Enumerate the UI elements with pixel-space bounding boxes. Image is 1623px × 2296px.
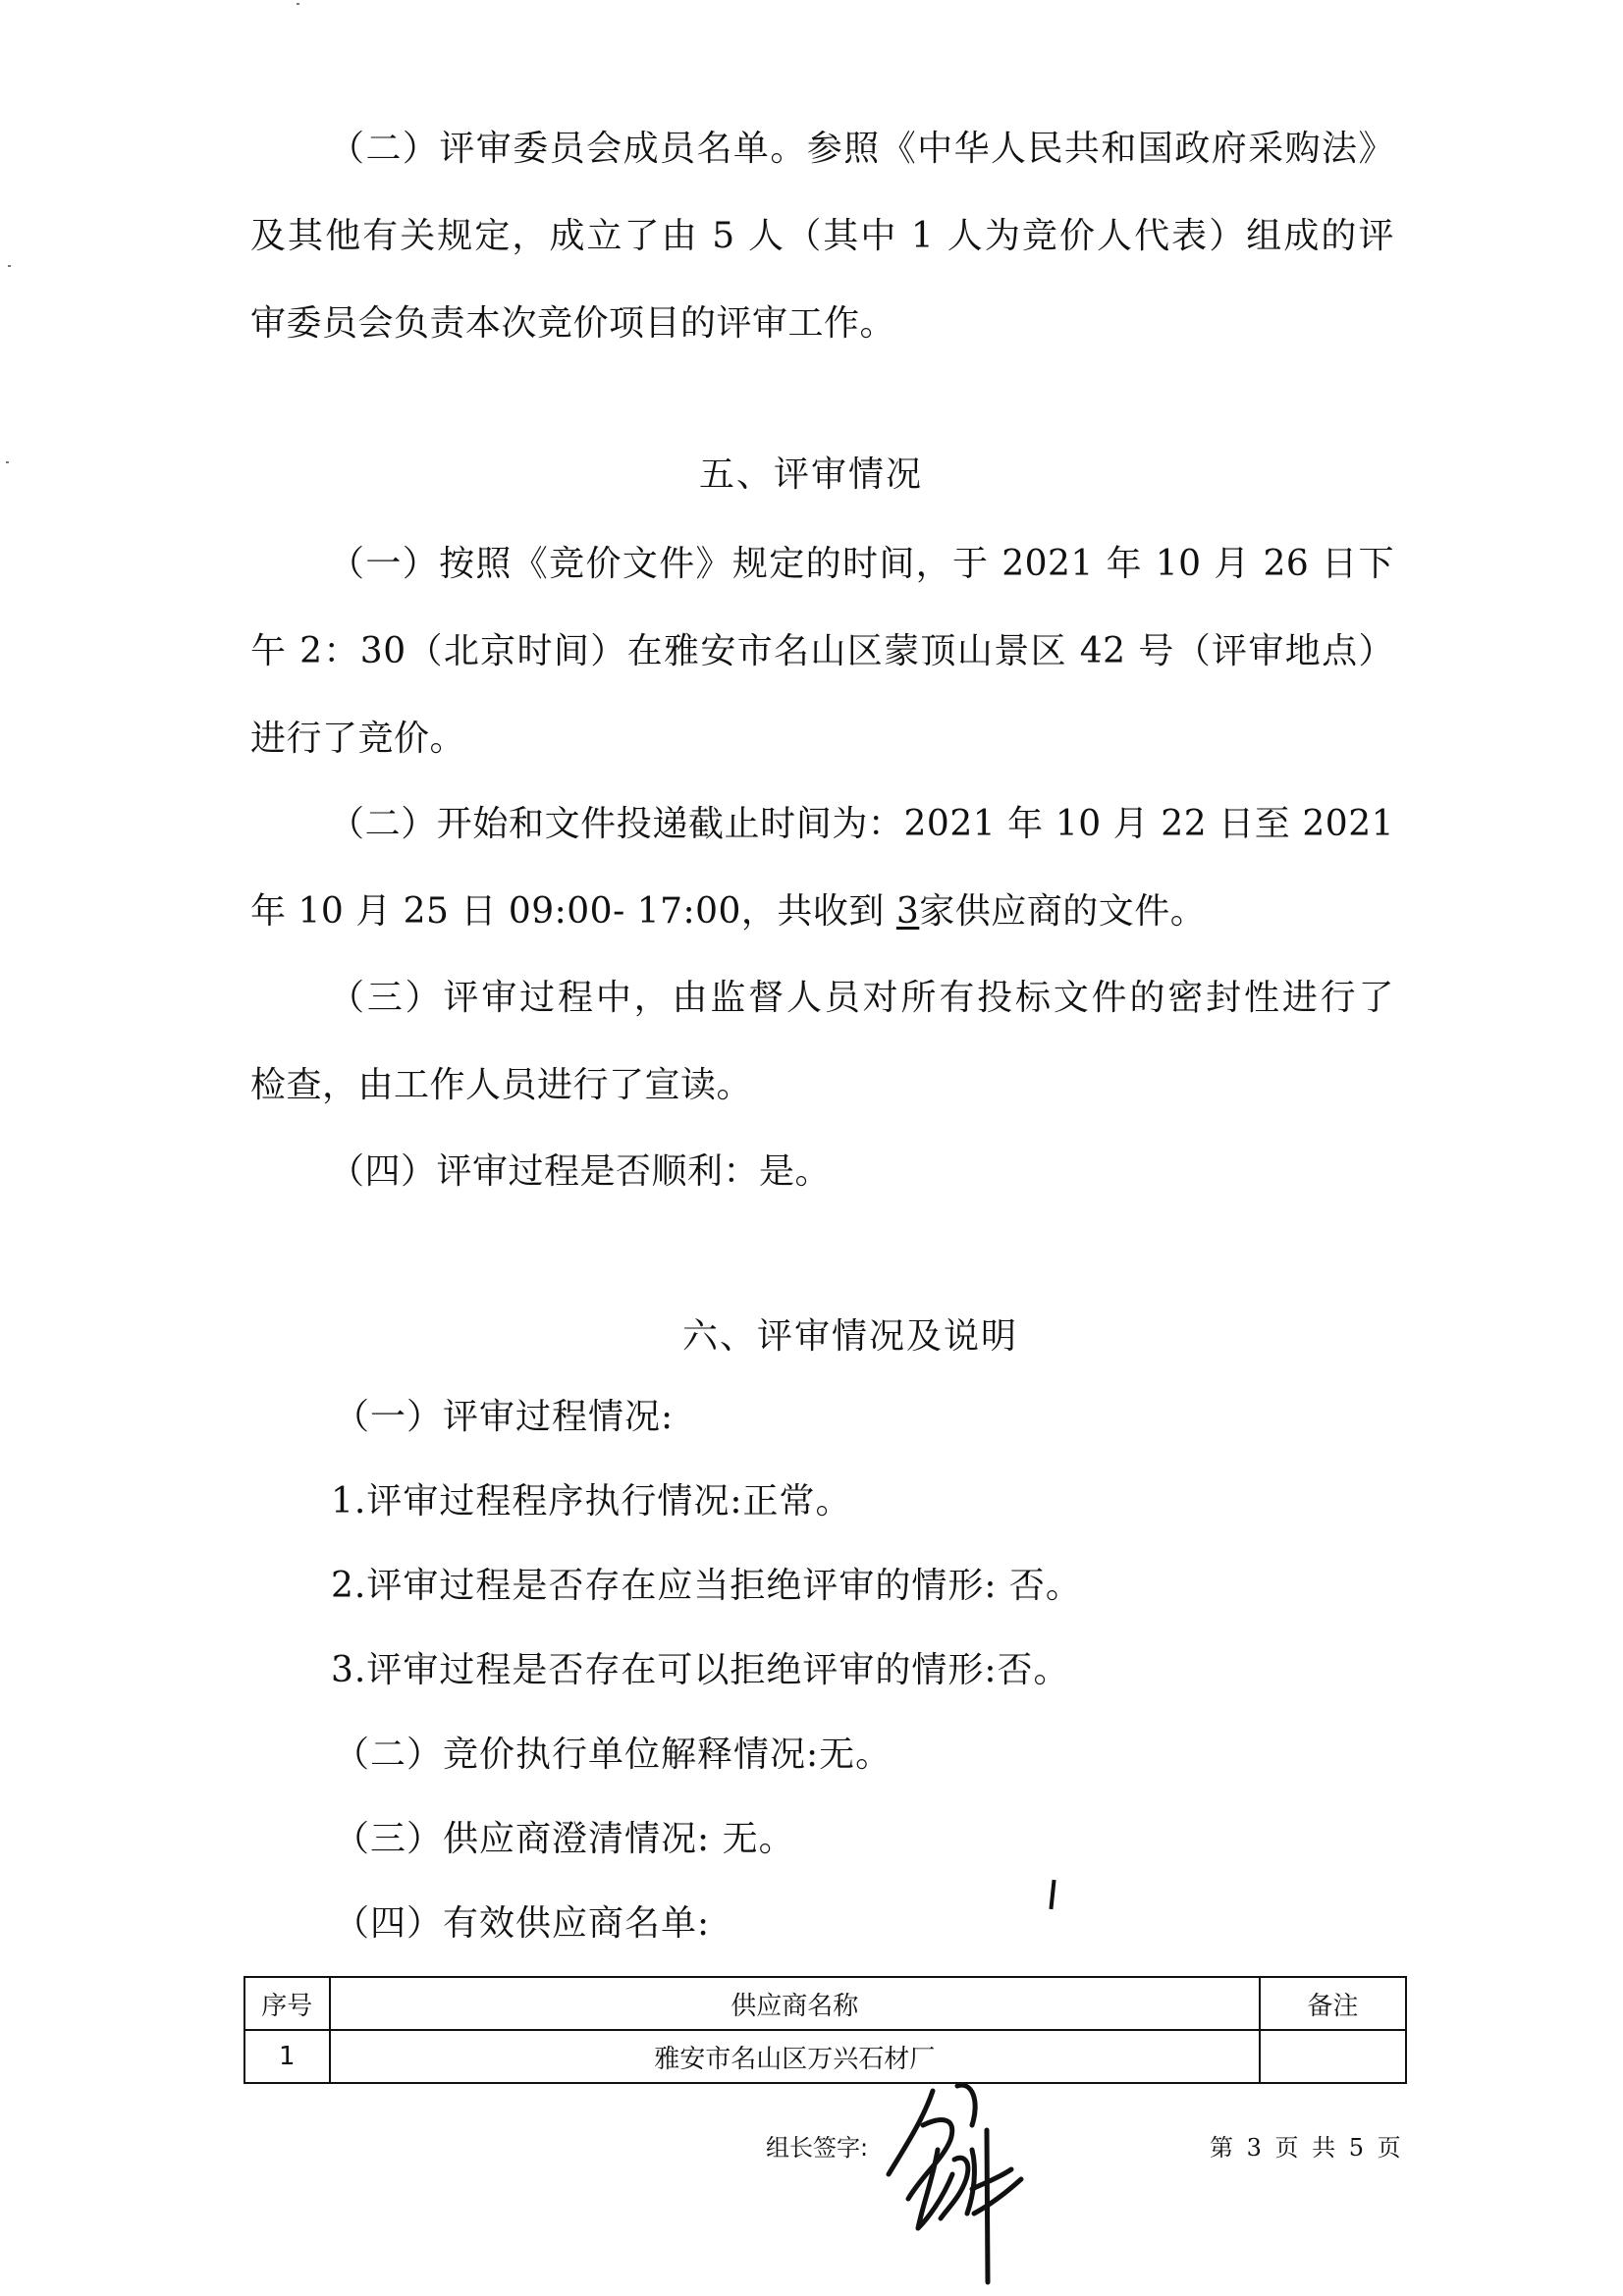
scan-speck <box>297 3 299 5</box>
text-line: 审委员会负责本次竞价项目的评审工作。 <box>250 303 896 344</box>
list-item-6-1-3: 3.评审过程是否存在可以拒绝评审的情形:否。 <box>331 1650 1070 1690</box>
paragraph-5-4 <box>250 1150 1394 1238</box>
valid-supplier-table <box>243 1976 1407 2084</box>
header-supplier-name: 供应商名称 <box>330 1977 1260 2030</box>
paragraph-5-3 <box>250 977 1394 1151</box>
section-heading-6: 六、评审情况及说明 <box>682 1316 1019 1357</box>
subsection-6-2: （二）竞价执行单位解释情况:无。 <box>334 1735 893 1775</box>
table-header-row <box>244 1977 1406 2030</box>
handwritten-signature-image <box>864 2081 1090 2292</box>
text-line: （三）评审过程中，由监督人员对所有投标文件的密封性进行了 <box>329 978 1394 1018</box>
subsection-6-1-title: （一）评审过程情况: <box>334 1397 675 1437</box>
text-line: （二）评审委员会成员名单。参照《中华人民共和国政府采购法》 <box>329 129 1394 169</box>
cell-serial-number: 1 <box>244 2030 330 2083</box>
scan-speck <box>8 265 11 267</box>
list-item-6-1-1: 1.评审过程程序执行情况:正常。 <box>331 1481 852 1522</box>
text-line: （二）开始和文件投递截止时间为：2021 年 10 月 22 日至 2021 <box>329 804 1394 844</box>
text-segment: 家供应商的文件。 <box>919 891 1207 932</box>
text-segment: 年 10 月 25 日 09:00- 17:00，共收到 <box>250 891 885 932</box>
text-line: 及其他有关规定，成立了由 5 人（其中 1 人为竞价人代表）组成的评 <box>250 216 1394 256</box>
cell-supplier-name: 雅安市名山区万兴石材厂 <box>330 2030 1260 2083</box>
scan-speck <box>6 461 9 463</box>
text-line: 午 2：30（北京时间）在雅安市名山区蒙顶山景区 42 号（评审地点） <box>250 631 1394 671</box>
text-line: 进行了竞价。 <box>250 719 466 759</box>
paragraph-5-1 <box>250 543 1394 805</box>
text-line: （一）按照《竞价文件》规定的时间，于 2021 年 10 月 26 日下 <box>329 544 1394 584</box>
subsection-6-4: （四）有效供应商名单: <box>334 1903 711 1944</box>
text-line <box>250 890 1394 978</box>
paragraph-committee-members <box>250 128 1394 390</box>
text-line: 检查，由工作人员进行了宣读。 <box>250 1065 753 1105</box>
paragraph-5-2 <box>250 803 1394 978</box>
header-serial-number: 序号 <box>244 1977 330 2030</box>
stray-pen-mark <box>1049 1880 1055 1909</box>
supplier-count: 3 <box>895 891 920 932</box>
text-line: （四）评审过程是否顺利：是。 <box>329 1151 832 1192</box>
page-indicator: 第 3 页 共 5 页 <box>1210 2134 1404 2162</box>
list-item-6-1-2: 2.评审过程是否存在应当拒绝评审的情形: 否。 <box>331 1566 1082 1606</box>
section-heading-5: 五、评审情况 <box>699 454 924 495</box>
header-remarks: 备注 <box>1260 1977 1406 2030</box>
cell-remarks <box>1260 2030 1406 2083</box>
leader-signature-label: 组长签字: <box>766 2134 869 2162</box>
table-row <box>244 2030 1406 2083</box>
subsection-6-3: （三）供应商澄清情况: 无。 <box>334 1819 795 1859</box>
